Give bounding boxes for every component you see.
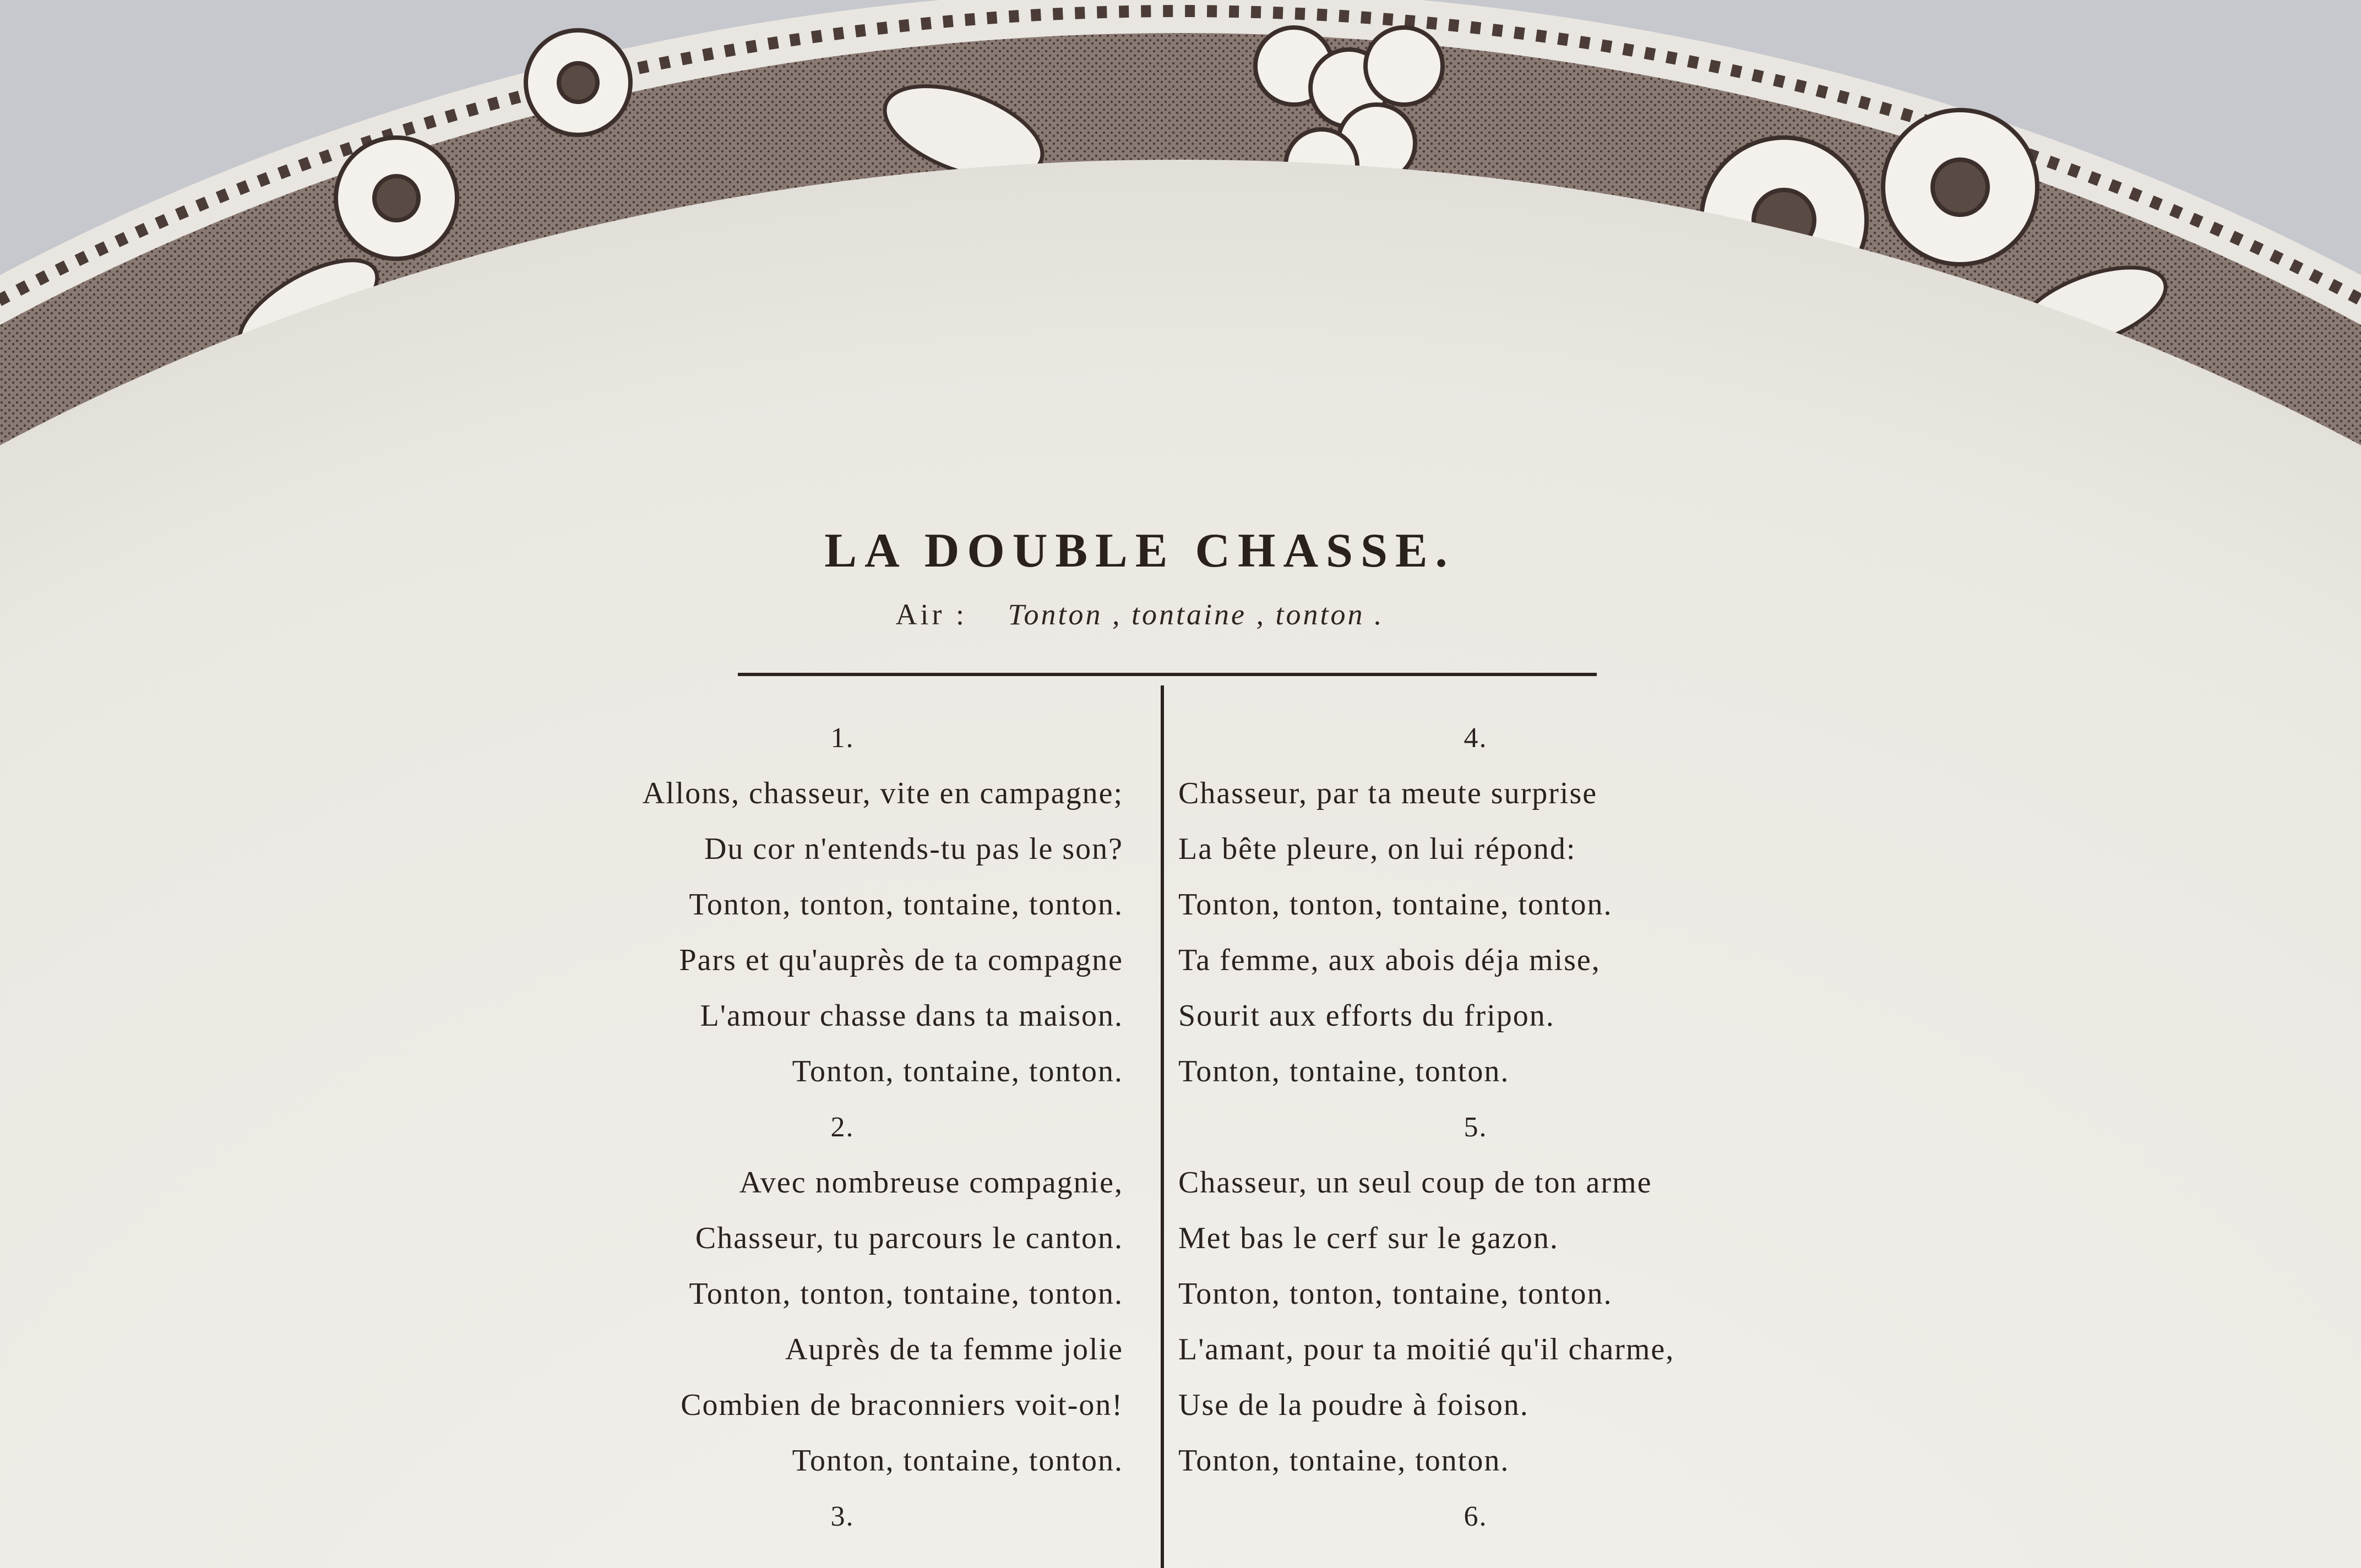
- song-title: LA DOUBLE CHASSE.: [824, 524, 1455, 578]
- verse-number: 4.: [1464, 722, 1488, 754]
- verse-line: Tonton, tontaine, tonton.: [1178, 1054, 1510, 1088]
- verse-number: 6.: [1464, 1501, 1488, 1532]
- air-label: Air :: [895, 598, 967, 631]
- verse-line: Pars et qu'auprès de ta compagne: [679, 943, 1123, 977]
- verse-line: Chasseur, un seul coup de ton arme: [1178, 1166, 1652, 1200]
- verse-line: Combien de braconniers voit-on!: [681, 1388, 1123, 1422]
- vertical-rule: [1161, 685, 1164, 1568]
- air-line: [727, 597, 1553, 631]
- left-verse-column: [429, 710, 1145, 1544]
- horizontal-rule: [738, 673, 1597, 676]
- verse-line: Tonton, tontaine, tonton.: [792, 1444, 1123, 1478]
- verse-line: Du cor n'entends-tu pas le son?: [704, 832, 1123, 866]
- verse-line: Auprès de ta femme jolie: [785, 1332, 1123, 1366]
- verse-number: 1.: [830, 722, 855, 754]
- verse-line: Tonton, tonton, tontaine, tonton.: [689, 1277, 1123, 1311]
- verse-line: Met bas le cerf sur le gazon.: [1178, 1221, 1559, 1255]
- verse-line: Tonton, tonton, tontaine, tonton.: [1178, 888, 1613, 922]
- verse-line: Chasseur, tu parcours le canton.: [695, 1221, 1123, 1255]
- verse-line: Allons, chasseur, vite en campagne;: [642, 776, 1123, 810]
- verse-number: 3.: [830, 1501, 855, 1532]
- verse-line: Sourit aux efforts du fripon.: [1178, 999, 1555, 1033]
- verse-line: Tonton, tonton, tontaine, tonton.: [689, 888, 1123, 922]
- right-verse-column: [1173, 710, 1889, 1544]
- air-tune: Tonton , tontaine , tonton .: [1008, 598, 1384, 631]
- verse-line: La bête pleure, on lui répond:: [1178, 832, 1576, 866]
- verse-line: L'amant, pour ta moitié qu'il charme,: [1178, 1332, 1675, 1366]
- verse-number: 5.: [1464, 1112, 1488, 1143]
- verse-line: Avec nombreuse compagnie,: [739, 1166, 1123, 1200]
- verse-number: 2.: [830, 1112, 855, 1143]
- verse-line: Tonton, tonton, tontaine, tonton.: [1178, 1277, 1613, 1311]
- verse-line: Ta femme, aux abois déja mise,: [1178, 943, 1601, 977]
- verse-line: Tonton, tontaine, tonton.: [792, 1054, 1123, 1088]
- verse-line: L'amour chasse dans ta maison.: [700, 999, 1123, 1033]
- verse-line: Tonton, tontaine, tonton.: [1178, 1444, 1510, 1478]
- verse-line: Chasseur, par ta meute surprise: [1178, 776, 1598, 810]
- verse-line: Use de la poudre à foison.: [1178, 1388, 1529, 1422]
